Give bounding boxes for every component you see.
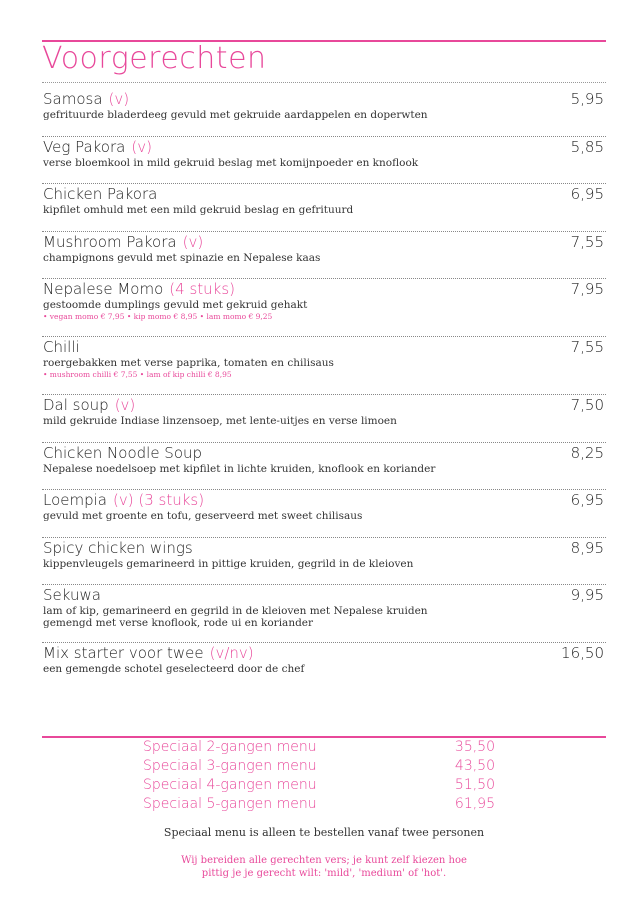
special-menu-label: Speciaal 2-gangen menu (143, 739, 317, 755)
menu-item-description: lam of kip, gemarineerd en gegrild in de kleioven met Nepalese kruiden (43, 605, 428, 617)
menu-item-price: 7,50 (570, 396, 604, 414)
menu-item-price: 7,55 (570, 232, 604, 251)
menu-item-description: gefrituurde bladerdeeg gevuld met gekruide aardappelen en doperwten (43, 109, 428, 121)
menu-item-name: Spicy chicken wings (43, 538, 193, 557)
menu-item-price: 5,95 (570, 90, 604, 108)
menu-item-tag: (v) (182, 232, 204, 251)
menu-item-name: Sekuwa (43, 586, 101, 604)
menu-item-name-line (43, 587, 101, 604)
special-menu-row (143, 776, 503, 795)
menu-item-description: gestoomde dumplings gevuld met gekruid gehakt (43, 299, 308, 311)
special-menu-price: 61,95 (454, 796, 495, 812)
special-menu-row (143, 795, 503, 814)
menu-item-tag: (4 stuks) (169, 280, 236, 298)
menu-item-description-line-2: gemengd met verse knoflook, rode ui en koriander (43, 617, 314, 629)
menu-item (42, 232, 606, 280)
menu-item-list (42, 89, 606, 691)
menu-item (42, 137, 606, 185)
menu-item-description: champignons gevuld met spinazie en Nepalese kaas (43, 251, 321, 264)
menu-item-description: kipfilet omhuld met een mild gekruid beslag en gefrituurd (43, 204, 354, 216)
menu-item-description: gevuld met groente en tofu, geserveerd met sweet chilisaus (43, 510, 363, 522)
special-menu-label: Speciaal 3-gangen menu (143, 758, 317, 774)
special-menu-note: Speciaal menu is alleen te bestellen vanaf twee personen (163, 826, 485, 839)
menu-item-description: Nepalese noedelsoep met kipfilet in lichte kruiden, knoflook en koriander (43, 462, 436, 475)
menu-item-name: Loempia (43, 491, 107, 509)
special-menu-price: 35,50 (454, 739, 495, 755)
menu-item-price: 9,95 (570, 586, 604, 604)
menu-item-description: kippenvleugels gemarineerd in pittige kruiden, gegrild in de kleioven (43, 557, 414, 570)
menu-item (42, 443, 606, 491)
menu-item-price: 6,95 (570, 491, 604, 509)
menu-item (42, 490, 606, 538)
menu-item-tag: (v) (108, 90, 130, 108)
menu-item-tag: (v) (3 stuks) (113, 491, 205, 509)
menu-item-name-line (43, 445, 202, 462)
menu-item-price: 7,95 (570, 280, 604, 298)
menu-item-name: Nepalese Momo (43, 280, 164, 298)
menu-item-name: Chilli (43, 338, 80, 356)
special-menu-row (143, 738, 503, 757)
menu-item-name-line (43, 397, 135, 414)
menu-item-variants: • mushroom chilli € 7,55 • lam of kip chilli € 8,95 (43, 370, 232, 379)
spice-note-line-1: Wij bereiden alle gerechten vers; je kunt zelf kiezen hoe (181, 855, 467, 866)
menu-item-name-line (43, 234, 203, 251)
menu-item-name-line (43, 91, 129, 108)
menu-item-name: Mushroom Pakora (43, 232, 177, 251)
menu-item-name: Mix starter voor twee (43, 644, 204, 662)
menu-item-name-line (43, 339, 80, 356)
menu-item-variants: • vegan momo € 7,95 • kip momo € 8,95 • lam momo € 9,25 (43, 312, 273, 321)
menu-item (42, 585, 606, 643)
menu-item-price: 7,55 (570, 338, 604, 356)
spice-note-line-2: pittig je je gerecht wilt: 'mild', 'medium' of 'hot'. (201, 868, 447, 879)
menu-item-name-line (43, 186, 157, 203)
menu-item-name-line (43, 540, 193, 557)
title-divider (42, 82, 606, 83)
page-title: Voorgerechten (42, 41, 267, 76)
menu-item (42, 279, 606, 337)
menu-item-name: Chicken Pakora (43, 185, 158, 203)
menu-item-name: Veg Pakora (43, 137, 126, 156)
menu-item-tag: (v/nv) (209, 644, 254, 662)
menu-item-price: 8,25 (570, 443, 604, 462)
menu-item-tag: (v) (114, 396, 136, 414)
menu-item-price: 8,95 (570, 538, 604, 557)
menu-item (42, 184, 606, 232)
menu-item-name: Dal soup (43, 396, 109, 414)
special-menu-label: Speciaal 5-gangen menu (143, 796, 317, 812)
menu-item (42, 89, 606, 137)
special-menu-price: 51,50 (454, 777, 495, 793)
menu-item-tag: (v) (131, 137, 152, 156)
menu-item-name: Chicken Noodle Soup (43, 443, 203, 462)
menu-item (42, 337, 606, 395)
menu-item (42, 538, 606, 586)
menu-item-price: 16,50 (561, 644, 604, 662)
menu-item-description: verse bloemkool in mild gekruid beslag met komijnpoeder en knoflook (43, 156, 419, 169)
special-menu-price: 43,50 (454, 758, 495, 774)
menu-item-price: 6,95 (570, 185, 604, 203)
menu-item-name: Samosa (43, 90, 103, 108)
special-menu-list (143, 738, 503, 814)
menu-item-description: een gemengde schotel geselecteerd door de chef (43, 663, 305, 675)
menu-item-name-line (43, 492, 204, 509)
menu-item-name-line (43, 139, 152, 156)
menu-item-description: roergebakken met verse paprika, tomaten en chilisaus (43, 357, 334, 369)
menu-item (42, 643, 606, 691)
menu-item-description: mild gekruide Indiase linzensoep, met lente-uitjes en verse limoen (43, 415, 397, 427)
menu-item (42, 395, 606, 443)
special-menu-label: Speciaal 4-gangen menu (143, 777, 317, 793)
menu-item-price: 5,85 (570, 137, 604, 156)
special-menu-row (143, 757, 503, 776)
spice-note (42, 854, 606, 880)
menu-item-name-line (43, 645, 254, 662)
menu-item-name-line (43, 281, 235, 298)
